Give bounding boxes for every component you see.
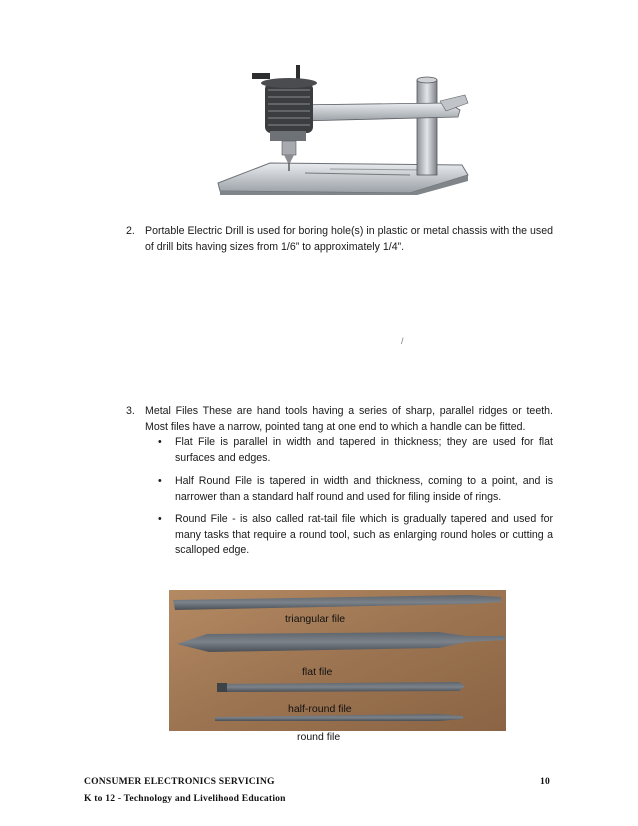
bullet-icon: • <box>158 436 162 448</box>
page-number <box>540 776 550 787</box>
file-label-half-round: half-round file <box>288 703 352 715</box>
list-item-portable-electric-drill <box>126 224 553 255</box>
bullet-round-file <box>158 512 553 559</box>
stray-mark: / <box>401 336 404 346</box>
footer-subtitle-text: K to 12 - Technology and Livelihood Education <box>84 793 286 804</box>
page-number-text: 10 <box>540 776 550 787</box>
file-label-flat: flat file <box>302 666 333 678</box>
bullet-text: Flat File is parallel in width and tapered in thickness; they are used for flat surfaces and edges. <box>175 436 553 464</box>
bullet-text: Round File - is also called rat-tail file which is gradually tapered and used for many tasks that require a round tool, such as enlarging round holes or cutting a scalloped edge. <box>175 513 553 556</box>
footer-subtitle <box>84 793 286 804</box>
file-label-round: round file <box>297 731 341 743</box>
metal-files-image <box>169 590 506 731</box>
bullet-icon: • <box>158 475 162 487</box>
list-item-number: 3. <box>126 405 135 417</box>
file-label-triangular: triangular file <box>285 613 346 625</box>
footer-title <box>84 776 275 787</box>
bullet-icon: • <box>158 513 162 525</box>
bullet-text: Half Round File is tapered in width and thickness, coming to a point, and is narrower than a standard half round and used for filing inside of rings. <box>175 475 553 503</box>
list-item-text: Portable Electric Drill is used for boring hole(s) in plastic or metal chassis with the used of drill bits having sizes from 1/6” to approximately 1/4”. <box>145 225 553 253</box>
bullet-flat-file <box>158 435 553 466</box>
list-item-text: Metal Files These are hand tools having a series of sharp, parallel ridges or teeth. Most files have a narrow, pointed tang at one end to which a handle can be fitted. <box>145 405 553 433</box>
list-item-metal-files <box>126 404 553 435</box>
bullet-half-round-file <box>158 474 553 505</box>
footer-title-text: CONSUMER ELECTRONICS SERVICING <box>84 776 275 787</box>
list-item-number: 2. <box>126 225 135 237</box>
drill-press-image <box>210 55 475 195</box>
